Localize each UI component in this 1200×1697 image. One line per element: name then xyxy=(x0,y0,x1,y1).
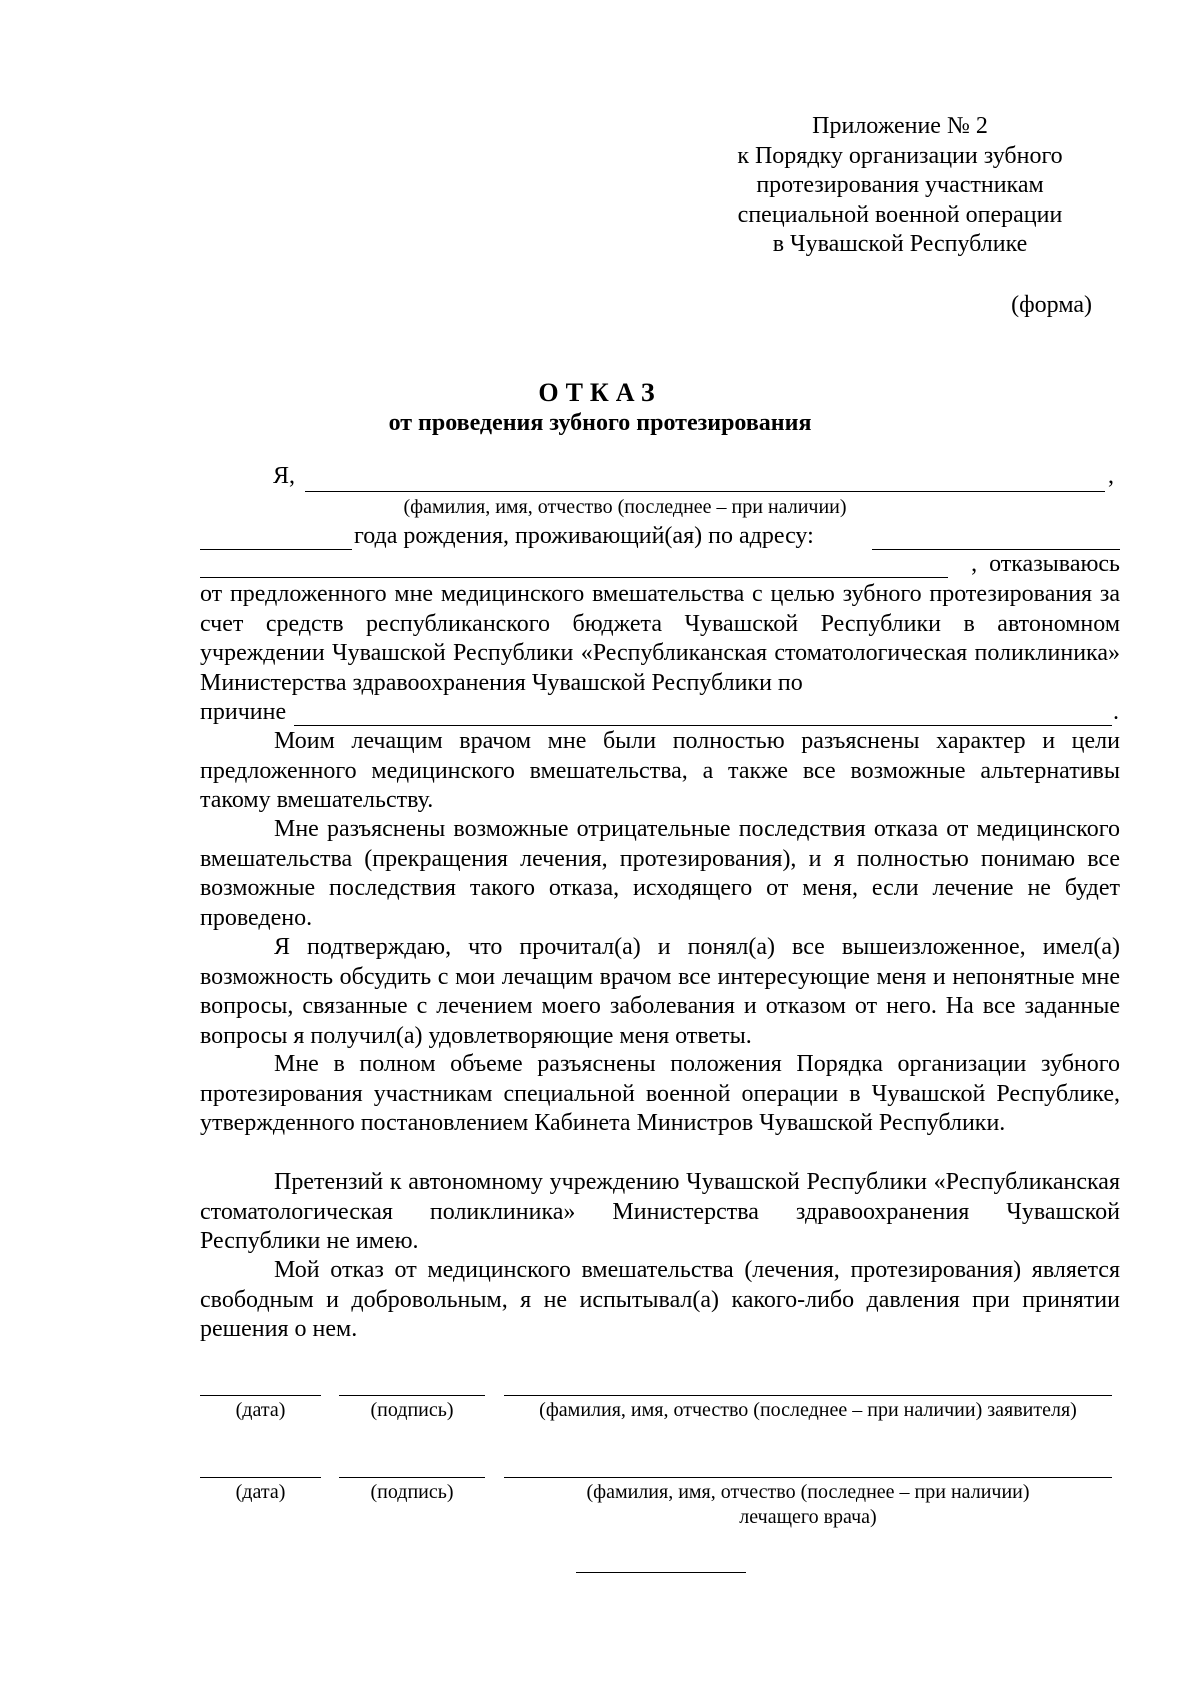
full-name-field[interactable] xyxy=(305,491,1105,492)
paragraph-confirmation: Я подтверждаю, что прочитал(а) и понял(а) все вышеизложенное, имел(а) возможность обсудить с мои лечащим врачом все интересующие меня и непонятные мне вопросы, связанные с лечением моего заболевания и отказом от него. На все заданные вопросы я получил(а) удовлетворяющие меня ответы. xyxy=(200,934,1120,1049)
applicant-signature-line[interactable] xyxy=(339,1395,485,1396)
paragraph-no-claims: Претензий к автономному учреждению Чувашской Республики «Республиканская стоматологическая поликлиника» Министерства здравоохранения Чувашской Республики не имею. xyxy=(200,1169,1120,1255)
doctor-date-hint: (дата) xyxy=(235,1481,286,1503)
paragraph-explanation: Моим лечащим врачом мне были полностью разъяснены характер и цели предложенного медицинского вмешательства, а также все возможные альтернативы такому вмешательству. xyxy=(200,728,1120,814)
refusal-body: от предложенного мне медицинского вмешательства с целью зубного протезирования за счет средств республиканского бюджета Чувашской Республики в автономном учреждении Чувашской Республики «Республиканская стоматологическая поликлиника» Министерства здравоохранения Чувашской Республики по xyxy=(200,581,1120,696)
applicant-name-hint: (фамилия, имя, отчество (последнее – при наличии) заявителя) xyxy=(539,1399,1077,1421)
closing-rule xyxy=(576,1572,746,1573)
form-label: (форма) xyxy=(1011,292,1092,318)
doctor-name-line[interactable] xyxy=(504,1477,1112,1478)
period-mark: . xyxy=(1113,699,1119,725)
doctor-name-hint-1: (фамилия, имя, отчество (последнее – при наличии) xyxy=(586,1481,1030,1503)
paragraph-voluntary: Мой отказ от медицинского вмешательства (лечения, протезирования) является свободным и добровольным, я не испытывал(а) какого-либо давления при принятии решения о нем. xyxy=(200,1257,1120,1343)
paragraph-consequences: Мне разъяснены возможные отрицательные последствия отказа от медицинского вмешательства (прекращения лечения, протезирования), и я полностью понимаю все возможные последствия такого отказа, исходящего от меня, если лечение не будет проведено. xyxy=(200,816,1120,931)
annex-line-4: специальной военной операции xyxy=(737,201,1063,228)
applicant-signature-hint: (подпись) xyxy=(370,1399,454,1421)
birth-address-label: года рождения, проживающий(ая) по адресу: xyxy=(354,523,814,549)
reason-field[interactable] xyxy=(294,725,1112,726)
applicant-name-line[interactable] xyxy=(504,1395,1112,1396)
doctor-date-line[interactable] xyxy=(200,1477,321,1478)
address-field-2[interactable] xyxy=(200,577,948,578)
applicant-date-line[interactable] xyxy=(200,1395,321,1396)
full-name-hint: (фамилия, имя, отчество (последнее – при наличии) xyxy=(403,496,847,518)
doctor-signature-hint: (подпись) xyxy=(370,1481,454,1503)
refuse-suffix: , отказываюсь xyxy=(971,551,1120,577)
doctor-name-hint-2: лечащего врача) xyxy=(739,1506,877,1528)
annex-line-2: к Порядку организации зубного xyxy=(737,142,1063,169)
document-title: ОТКАЗ xyxy=(538,378,662,407)
reason-label: причине xyxy=(200,699,287,725)
document-subtitle: от проведения зубного протезирования xyxy=(388,410,812,436)
annex-line-1: Приложение № 2 xyxy=(812,113,988,139)
doctor-signature-line[interactable] xyxy=(339,1477,485,1478)
ya-label: Я, xyxy=(273,463,296,489)
annex-line-5: в Чувашской Республике xyxy=(772,231,1028,257)
comma-mark: , xyxy=(1108,463,1114,489)
applicant-date-hint: (дата) xyxy=(235,1399,286,1421)
paragraph-procedure: Мне в полном объеме разъяснены положения Порядка организации зубного протезирования участникам специальной военной операции в Чувашской Республике, утвержденного постановлением Кабинета Министров Чувашской Республики. xyxy=(200,1051,1120,1137)
annex-header xyxy=(700,112,1100,260)
birth-year-field[interactable] xyxy=(200,549,352,550)
annex-line-3: протезирования участникам xyxy=(756,172,1044,198)
